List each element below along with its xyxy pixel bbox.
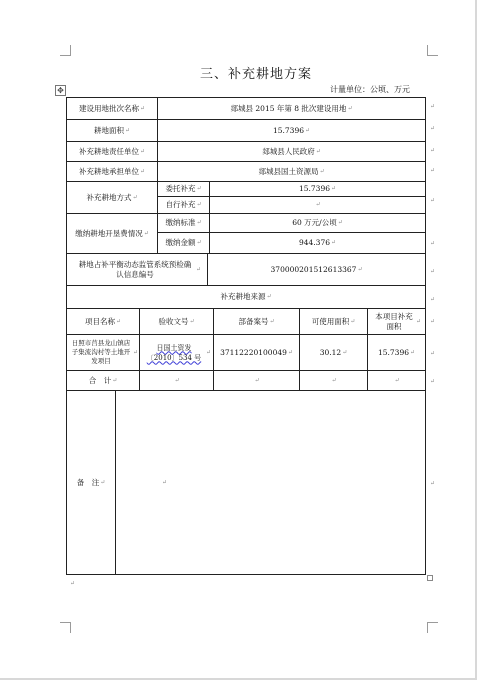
crop-mark-bottom-right — [427, 622, 438, 633]
fee-std-value: 60 万元/公顷 ↵ — [292, 218, 343, 227]
total-used-cell: ↵ — [394, 376, 400, 384]
total-usable-cell: ↵ — [331, 376, 337, 384]
col-header-acceptance-doc: 验收文号 ↵ — [158, 316, 195, 326]
entrust-label: 委托补充 ↵ — [165, 184, 202, 193]
source-label: 补充耕地来源 ↵ — [220, 292, 272, 301]
table-move-handle-icon[interactable]: ✥ — [55, 85, 66, 96]
fee-amt-label: 缴纳金额 ↵ — [165, 238, 202, 247]
area-label: 耕地面积 ↵ — [93, 125, 131, 135]
monitor-label: 耕地占补平衡动态监管系统预检确认信息编号 ↵ — [78, 259, 201, 279]
col-header-usable-area: 可使用面积 ↵ — [311, 316, 356, 326]
resp-value: 郯城县人民政府 ↵ — [262, 146, 321, 156]
crop-mark-top-left — [60, 45, 71, 56]
monitor-value: 370000201512613367 ↵ — [270, 264, 363, 274]
col-header-project: 项目名称 ↵ — [84, 316, 122, 326]
resp-label: 补充耕地责任单位 ↵ — [78, 146, 146, 156]
crop-mark-bottom-left — [60, 622, 71, 633]
source-acceptance-doc: 日国土资发〔2010〕534 号 ↵ — [146, 343, 211, 362]
fee-amt-value: 944.376 ↵ — [298, 238, 337, 247]
total-label: 合 计 ↵ — [88, 375, 118, 385]
col-header-used-area: 本项目补充面积 ↵ — [375, 311, 421, 331]
source-project-name: 日照市莒县龙山镇店子集流沟村等土地开发项目 ↵ — [71, 339, 138, 365]
remarks-label: 备 注 ↵ — [76, 477, 106, 487]
source-record-no: 37112220100049 ↵ — [220, 347, 293, 357]
undertake-value: 郯城县国土资源局 ↵ — [258, 166, 325, 176]
col-header-record-no: 部备案号 ↵ — [238, 316, 275, 326]
undertake-label: 补充耕地承担单位 ↵ — [78, 166, 146, 176]
total-doc-cell: ↵ — [174, 376, 180, 384]
mode-label: 补充耕地方式 ↵ — [86, 192, 138, 202]
remarks-content[interactable]: ↵ — [162, 478, 168, 486]
document-page: 三、补充耕地方案 计量单位：公顷、万元 ✥ 建设用地批次名称 ↵ 郯城县 2015 年第 8 批次建设用地 ↵ 耕地面积 ↵ 15.7396 ↵ 补充耕地责任单位 ↵ 郯城县人民政府 ↵ 补充耕地承担单位 ↵ 郯城县国土资源局 ↵ 补充耕地方式 ↵ 委托补充 ↵ 15.7396 ↵ 自行补充 ↵ ↵ 缴纳耕地开垦费情况 ↵ 缴纳标准 ↵ 60 万元/公顷 ↵ 缴纳金额 ↵ 944.376 ↵ 耕地占补平衡动态监管系统预检确认信息编号 ↵ 370000201512613367 ↵ 补充耕地来源 ↵ 项目名称 ↵ 验收文号 ↵ 部备案号 ↵ 可使用面积 ↵ 本项目补充面积 ↵ 日照市莒县龙山镇店子集流沟村等土地开发项目 ↵ 日国土资发〔2010〕534 号 ↵ 37112220100049 ↵ 30.12 ↵ 15.7396 ↵ 合 计 ↵ ↵ ↵ ↵ ↵ 备 注 ↵ ↵ ↵ ↵ ↵ ↵ ↵ ↵ ↵ ↵ ↵ ↵ ↵ ↵ ↵ — [0, 0, 477, 680]
crop-mark-top-right — [427, 45, 438, 56]
page-title: 三、补充耕地方案 — [200, 67, 313, 82]
unit-note: 计量单位：公顷、万元 — [330, 85, 410, 94]
table-resize-handle-icon[interactable] — [427, 575, 433, 581]
entrust-value: 15.7396 ↵ — [298, 184, 337, 193]
source-used-area: 15.7396 ↵ — [377, 347, 416, 357]
plan-table — [66, 97, 426, 575]
source-usable-area: 30.12 ↵ — [319, 347, 348, 357]
fee-std-label: 缴纳标准 ↵ — [165, 218, 202, 227]
area-value: 15.7396 ↵ — [272, 125, 311, 135]
self-label: 自行补充 ↵ — [165, 200, 202, 209]
paragraph-mark-icon: ↵ — [70, 580, 76, 587]
batch-value: 郯城县 2015 年第 8 批次建设用地 ↵ — [230, 103, 353, 113]
self-value: ↵ — [315, 201, 321, 208]
batch-label: 建设用地批次名称 ↵ — [78, 103, 146, 113]
total-record-cell: ↵ — [254, 376, 260, 384]
fee-label: 缴纳耕地开垦费情况 ↵ — [75, 228, 149, 238]
